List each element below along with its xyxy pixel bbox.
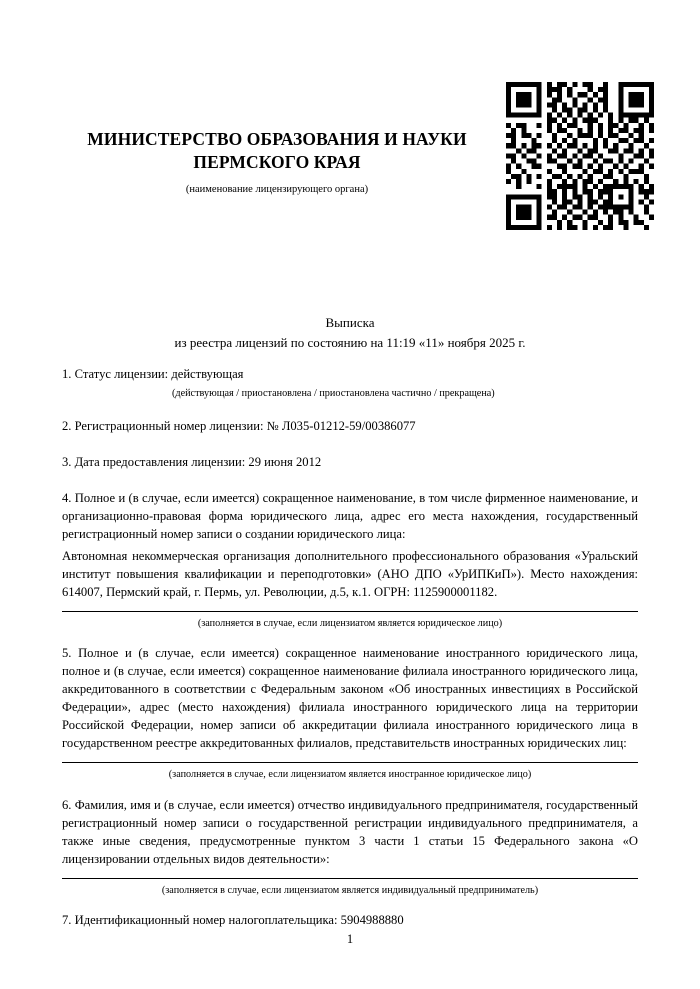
- organization-title: МИНИСТЕРСТВО ОБРАЗОВАНИЯ И НАУКИ ПЕРМСКОГО КРАЯ: [87, 129, 467, 173]
- divider-individual-entrepreneur: [62, 878, 638, 879]
- item-registration-number: 2. Регистрационный номер лицензии: № Л035-01212-59/00386077: [62, 419, 416, 433]
- item-foreign-entity-note: (заполняется в случае, если лицензиатом является иностранное юридическое лицо): [168, 769, 532, 781]
- qr-code-icon: [506, 82, 654, 230]
- item-foreign-entity-label: 5. Полное и (в случае, если имеется) сокращенное наименование иностранного юридического лица, полное и (в случае, если имеется) сокращенное наименование филиала иностранного юридического лица, аккредитованного в соответствии с Федеральным законом «Об иностранных инвестициях в Российской Федерации», адрес (место нахождения) филиала иностранного юридического лица на территории Российской Федерации, номер записи об аккредитации филиала иностранного юридического лица в государственном реестре аккредитованных филиалов, представительств иностранных юридических лиц:: [62, 646, 638, 751]
- organization-subtitle: (наименование лицензирующего органа): [185, 183, 369, 195]
- item-issue-date: 3. Дата предоставления лицензии: 29 июня 2012: [62, 455, 322, 469]
- document-title-line2: из реестра лицензий по состоянию на 11:19 «11» ноября 2025 г.: [174, 335, 526, 351]
- document-title-line1: Выписка: [325, 315, 375, 330]
- item-license-status: 1. Статус лицензии: действующая: [62, 367, 244, 381]
- page-number: 1: [346, 932, 354, 946]
- document-title: [62, 313, 638, 353]
- item-legal-entity-note: (заполняется в случае, если лицензиатом является юридическое лицо): [197, 618, 503, 629]
- item-taxpayer-number: 7. Идентификационный номер налогоплательщика: 5904988880: [62, 912, 404, 927]
- item-legal-entity-value: Автономная некоммерческая организация дополнительного профессионального образования «Уральский институт повышения квалификации и переподготовки» (АНО ДПО «УрИПКиП»). Место нахождения: 614007, Пермский край, г. Пермь, ул. Революции, д.5, к.1. ОГРН: 1125900001182.: [62, 549, 638, 599]
- document-body: [62, 365, 638, 933]
- item-individual-entrepreneur-note: (заполняется в случае, если лицензиатом является индивидуальный предприниматель): [161, 884, 539, 896]
- item-individual-entrepreneur-label: 6. Фамилия, имя и (в случае, если имеется) отчество индивидуального предпринимателя, государственный регистрационный номер записи о государственной регистрации индивидуального предпринимателя, а также иные сведения, предусмотренные пунктом 3 части 1 статьи 15 Федерального закона «О лицензировании отдельных видов деятельности»:: [62, 797, 638, 866]
- item-legal-entity-label: 4. Полное и (в случае, если имеется) сокращенное наименование, в том числе фирменное наименование, и организационно-правовая форма юридического лица, адрес его места нахождения, государственный регистрационный номер записи о создании юридического лица:: [62, 491, 638, 541]
- divider-foreign-entity: [62, 762, 638, 763]
- item-license-status-note: (действующая / приостановлена / приостановлена частично / прекращена): [172, 388, 495, 399]
- divider-legal-entity: [62, 611, 638, 612]
- document-header: [62, 128, 492, 196]
